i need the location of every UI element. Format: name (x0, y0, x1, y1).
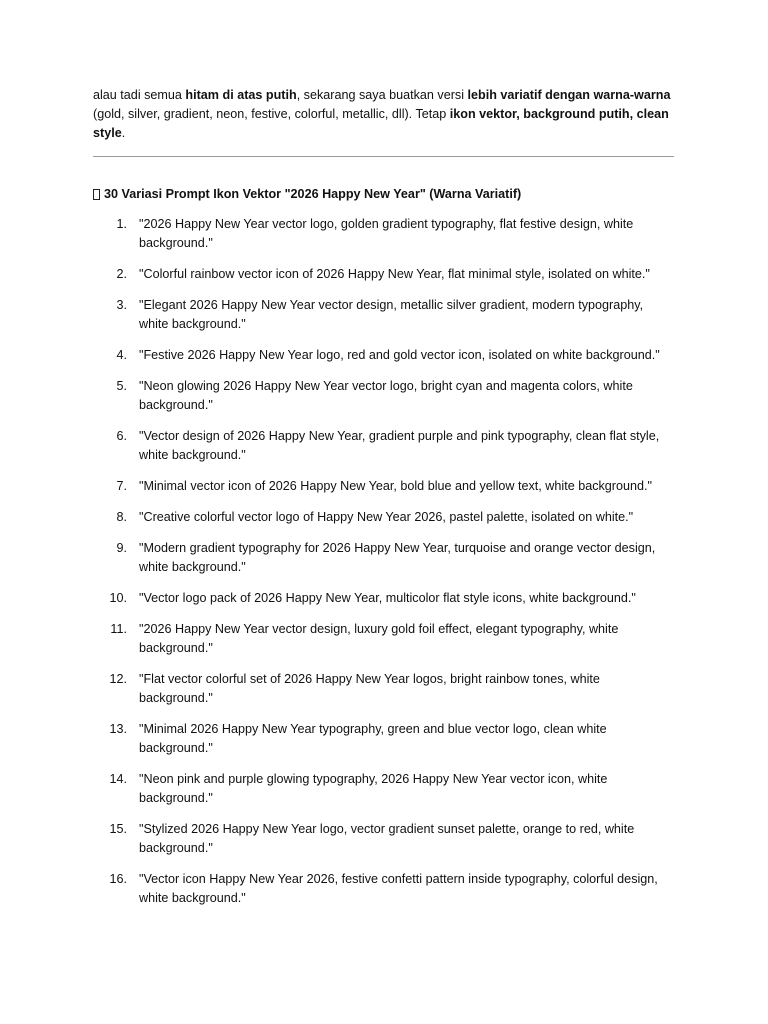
list-item (93, 820, 674, 858)
list-item-number: 11. (110, 622, 127, 636)
list-item-text: "Stylized 2026 Happy New Year logo, vector gradient sunset palette, orange to red, white background." (139, 822, 635, 855)
section-heading (93, 185, 674, 204)
list-item-number: 7. (116, 479, 127, 493)
list-item-number: 5. (116, 379, 127, 393)
list-item-number: 6. (116, 429, 127, 443)
list-item-text: "Neon glowing 2026 Happy New Year vector logo, bright cyan and magenta colors, white background." (139, 379, 633, 412)
list-item-text: "Vector design of 2026 Happy New Year, gradient purple and pink typography, clean flat style, white background." (139, 429, 660, 462)
intro-text-2: , sekarang saya buatkan versi (296, 88, 468, 102)
list-item-number: 13. (109, 722, 127, 736)
list-item-number: 8. (116, 510, 127, 524)
list-item (93, 870, 674, 908)
list-item-text: "2026 Happy New Year vector design, luxury gold foil effect, elegant typography, white background." (139, 622, 619, 655)
intro-text-3: (gold, silver, gradient, neon, festive, colorful, metallic, dll). Tetap (93, 107, 450, 121)
intro-text-4: . (121, 126, 126, 140)
intro-paragraph (93, 86, 674, 143)
prompt-list (93, 215, 674, 908)
list-item (93, 215, 674, 253)
list-item (93, 720, 674, 758)
intro-bold-2: lebih variatif dengan warna-warna (467, 88, 671, 102)
list-item-text: "Minimal vector icon of 2026 Happy New Year, bold blue and yellow text, white background." (139, 479, 652, 493)
list-item-text: "Colorful rainbow vector icon of 2026 Happy New Year, flat minimal style, isolated on white." (139, 267, 650, 281)
list-item (93, 477, 674, 496)
list-item (93, 377, 674, 415)
placeholder-box-icon (93, 189, 100, 200)
list-item (93, 589, 674, 608)
intro-text-1: alau tadi semua (93, 88, 186, 102)
intro-bold-1: hitam di atas putih (185, 88, 297, 102)
list-item (93, 539, 674, 577)
list-item (93, 770, 674, 808)
list-item-text: "Vector icon Happy New Year 2026, festive confetti pattern inside typography, colorful design, white background." (139, 872, 658, 905)
list-item-text: "2026 Happy New Year vector logo, golden gradient typography, flat festive design, white background." (139, 217, 634, 250)
list-item (93, 346, 674, 365)
list-item (93, 508, 674, 527)
list-item-text: "Neon pink and purple glowing typography, 2026 Happy New Year vector icon, white background." (139, 772, 608, 805)
list-item-number: 14. (109, 772, 127, 786)
list-item-number: 12. (109, 672, 127, 686)
list-item (93, 620, 674, 658)
list-item (93, 427, 674, 465)
list-item-text: "Minimal 2026 Happy New Year typography, green and blue vector logo, clean white background." (139, 722, 607, 755)
list-item (93, 296, 674, 334)
list-item-text: "Vector logo pack of 2026 Happy New Year, multicolor flat style icons, white background." (139, 591, 636, 605)
section-heading-text: 30 Variasi Prompt Ikon Vektor "2026 Happy New Year" (Warna Variatif) (104, 187, 522, 201)
list-item-text: "Modern gradient typography for 2026 Happy New Year, turquoise and orange vector design, white background." (139, 541, 656, 574)
list-item-number: 15. (109, 822, 127, 836)
list-item-number: 10. (109, 591, 127, 605)
list-item (93, 670, 674, 708)
list-item-text: "Elegant 2026 Happy New Year vector design, metallic silver gradient, modern typography, white background." (139, 298, 644, 331)
intro-bold-3: ikon vektor, background putih, clean style (93, 107, 669, 140)
list-item-number: 9. (116, 541, 127, 555)
list-item-text: "Festive 2026 Happy New Year logo, red and gold vector icon, isolated on white background." (139, 348, 660, 362)
list-item (93, 265, 674, 284)
list-item-number: 4. (116, 348, 127, 362)
list-item-text: "Creative colorful vector logo of Happy New Year 2026, pastel palette, isolated on white." (139, 510, 634, 524)
list-item-number: 3. (116, 298, 127, 312)
list-item-number: 1. (116, 217, 127, 231)
list-item-number: 16. (109, 872, 127, 886)
horizontal-divider (93, 156, 674, 157)
list-item-number: 2. (116, 267, 127, 281)
list-item-text: "Flat vector colorful set of 2026 Happy New Year logos, bright rainbow tones, white background." (139, 672, 600, 705)
